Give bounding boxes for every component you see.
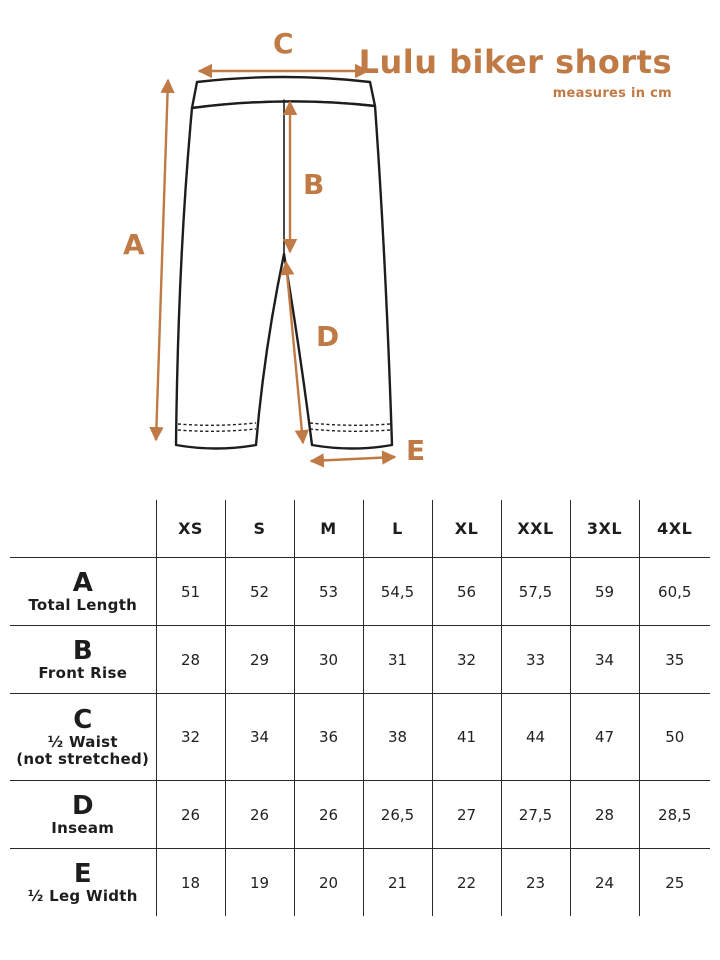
row-name: ½ Waist (47, 732, 118, 751)
row-letter: C (73, 704, 93, 735)
row-name: Total Length (28, 595, 138, 614)
row-note: (not stretched) (16, 750, 150, 768)
table-cell: 28 (570, 781, 639, 849)
table-cell: 36 (294, 694, 363, 781)
table-cell: 56 (432, 558, 501, 626)
table-cell: 30 (294, 626, 363, 694)
row-letter: B (72, 635, 93, 666)
size-header: XXL (501, 500, 570, 558)
row-header (10, 694, 156, 781)
size-header: S (225, 500, 294, 558)
table-cell: 31 (363, 626, 432, 694)
table-row (10, 781, 710, 849)
table-cell: 26 (225, 781, 294, 849)
corner-cell (10, 500, 156, 558)
table-cell: 26,5 (363, 781, 432, 849)
row-letter: E (73, 858, 92, 889)
table-cell: 60,5 (639, 558, 710, 626)
table-cell: 22 (432, 849, 501, 917)
table-row (10, 558, 710, 626)
row-name: Front Rise (38, 663, 128, 682)
row-name: ½ Leg Width (27, 886, 138, 905)
row-header (10, 558, 156, 626)
table-cell: 47 (570, 694, 639, 781)
table-cell: 54,5 (363, 558, 432, 626)
table-cell: 19 (225, 849, 294, 917)
table-cell: 35 (639, 626, 710, 694)
table-cell: 57,5 (501, 558, 570, 626)
table-cell: 34 (570, 626, 639, 694)
table-cell: 32 (432, 626, 501, 694)
table-cell: 28 (156, 626, 225, 694)
size-header: XL (432, 500, 501, 558)
size-header: M (294, 500, 363, 558)
table-cell: 32 (156, 694, 225, 781)
size-header-row (10, 500, 710, 558)
dimension-label-d: D (316, 320, 340, 353)
row-header (10, 626, 156, 694)
row-letter: D (71, 790, 94, 821)
table-cell: 34 (225, 694, 294, 781)
dimension-label-c: C (273, 27, 294, 60)
table-cell: 28,5 (639, 781, 710, 849)
table-cell: 26 (156, 781, 225, 849)
dimension-label-a: A (123, 228, 145, 261)
page-subtitle: measures in cm (552, 86, 672, 101)
table-row (10, 849, 710, 917)
table-cell: 44 (501, 694, 570, 781)
table-cell: 26 (294, 781, 363, 849)
table-cell: 53 (294, 558, 363, 626)
table-cell: 33 (501, 626, 570, 694)
table-cell: 18 (156, 849, 225, 917)
table-cell: 24 (570, 849, 639, 917)
row-name: Inseam (51, 818, 115, 837)
table-cell: 41 (432, 694, 501, 781)
row-header (10, 781, 156, 849)
table-row (10, 694, 710, 781)
table-cell: 27 (432, 781, 501, 849)
table-cell: 27,5 (501, 781, 570, 849)
table-cell: 25 (665, 873, 685, 892)
size-header: XS (156, 500, 225, 558)
table-cell: 38 (363, 694, 432, 781)
table-cell: 52 (225, 558, 294, 626)
dimension-label-e: E (406, 434, 426, 467)
size-chart-table (10, 500, 710, 916)
table-cell: 23 (501, 849, 570, 917)
table-cell: 29 (225, 626, 294, 694)
page-title: Lulu biker shorts (358, 43, 672, 81)
table-row (10, 626, 710, 694)
dimension-e-line (311, 457, 395, 461)
dimension-label-b: B (303, 168, 325, 201)
row-letter: A (72, 567, 93, 598)
table-cell: 50 (639, 694, 710, 781)
dimension-a-line (156, 80, 168, 440)
table-cell: 59 (570, 558, 639, 626)
biker-shorts-outline-icon (176, 77, 392, 449)
table-cell: 20 (294, 849, 363, 917)
size-header: L (363, 500, 432, 558)
size-header: 4XL (639, 500, 710, 558)
size-header: 3XL (570, 500, 639, 558)
row-header (10, 849, 156, 917)
table-cell: 51 (156, 558, 225, 626)
table-cell: 21 (363, 849, 432, 917)
